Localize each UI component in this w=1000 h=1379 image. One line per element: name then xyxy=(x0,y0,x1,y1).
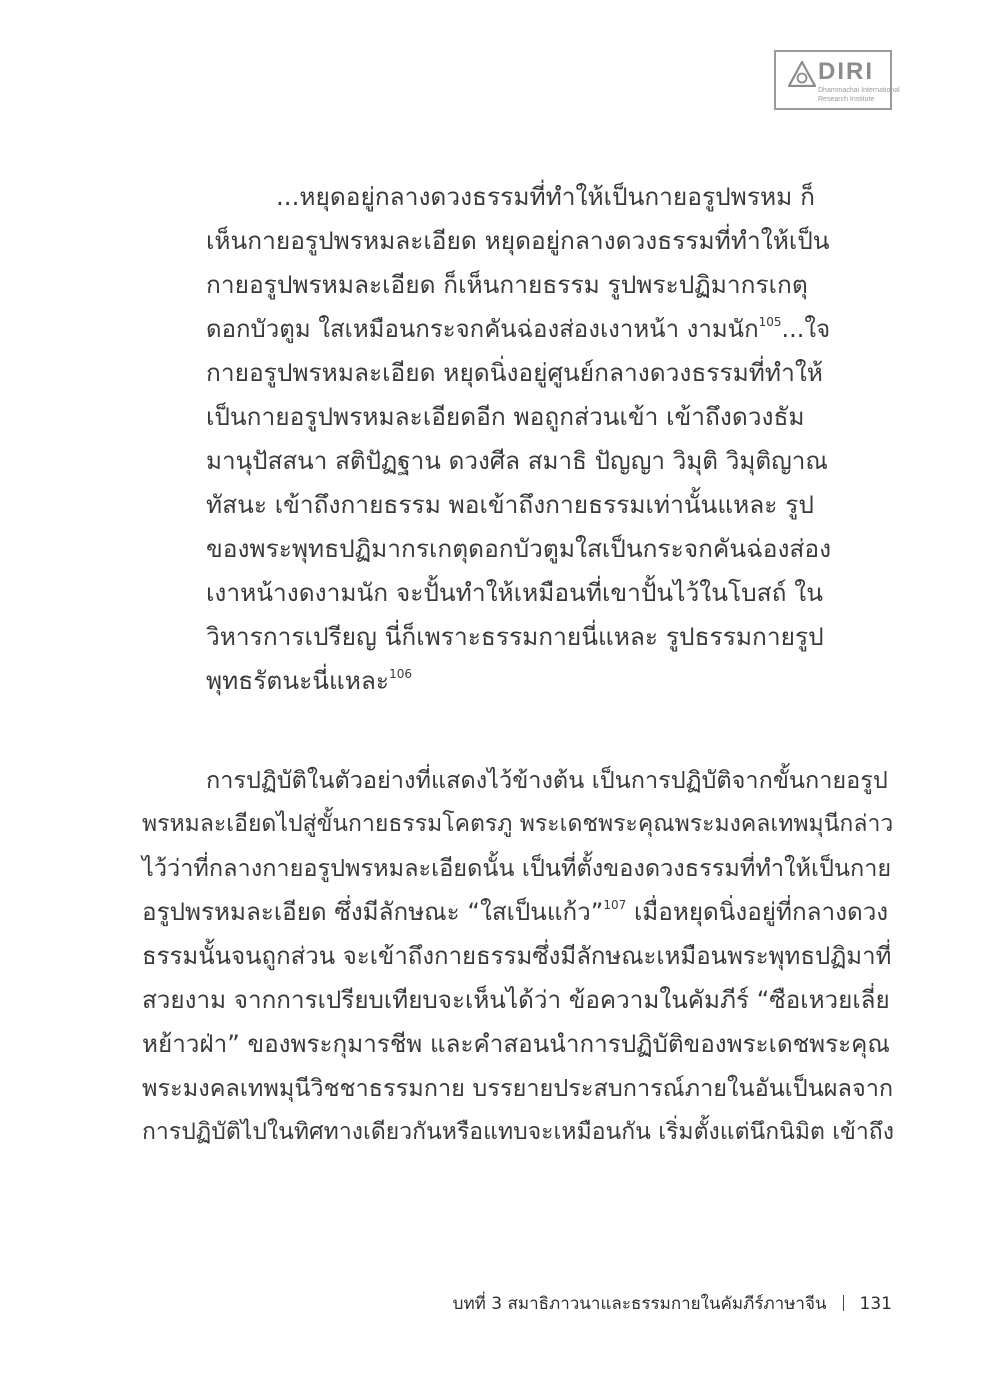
logo-subtitle-line-1: Dhammachai International xyxy=(818,87,900,94)
chapter-title: บทที่ 3 สมาธิภาวนาและธรรมกายในคัมภีร์ภาษาจีน xyxy=(452,1294,827,1314)
quote-line: พุทธรัตนะนี่แหละ$^{106}$ xyxy=(206,666,412,695)
quote-line: ดอกบัวตูม ใสเหมือนกระจกคันฉ่องส่องเงาหน้า งามนัก$^{105}$...ใจ xyxy=(206,315,831,343)
body-paragraph xyxy=(142,758,894,1154)
body-line: การปฏิบัติในตัวอย่างที่แสดงไว้ข้างต้น เป็นการปฏิบัติจากขั้นกายอรูป xyxy=(206,766,888,794)
quote-line: ของพระพุทธปฏิมากรเกตุดอกบัวตูมใสเป็นกระจกคันฉ่องส่อง xyxy=(206,534,832,563)
quote-line: ...หยุดอยู่กลางดวงธรรมที่ทำให้เป็นกายอรูปพรหม ก็ xyxy=(276,182,815,211)
page-number: 131 xyxy=(859,1294,892,1314)
logo-wordmark: DIRI xyxy=(818,58,874,85)
logo-subtitle-line-2: Research Institute xyxy=(818,96,875,103)
dhammachai-triangle-icon xyxy=(788,61,816,87)
body-line: การปฏิบัติไปในทิศทางเดียวกันหรือแทบจะเหมือนกัน เริ่มตั้งแต่นึกนิมิต เข้าถึง xyxy=(142,1119,894,1145)
quote-line: วิหารการเปรียญ นี่ก็เพราะธรรมกายนี่แหละ รูปธรรมกายรูป xyxy=(206,622,824,651)
quote-line: มานุปัสสนา สติปัฏฐาน ดวงศีล สมาธิ ปัญญา วิมุติ วิมุติญาณ xyxy=(206,446,828,475)
quote-line: เห็นกายอรูปพรหมละเอียด หยุดอยู่กลางดวงธรรมที่ทำให้เป็น xyxy=(206,226,830,255)
body-line: ไว้ว่าที่กลางกายอรูปพรหมละเอียดนั้น เป็นที่ตั้งของดวงธรรมที่ทำให้เป็นกาย xyxy=(142,854,892,882)
body-line: พรหมละเอียดไปสู่ขั้นกายธรรมโคตรภู พระเดชพระคุณพระมงคลเทพมุนีกล่าว xyxy=(142,811,894,837)
footnote-ref[interactable]: 106 xyxy=(389,667,412,681)
diri-logo xyxy=(774,50,900,110)
body-line: อรูปพรหมละเอียด ซึ่งมีลักษณะ “ใสเป็นแก้ว”$^{107}$ เมื่อหยุดนิ่งอยู่ที่กลางดวง xyxy=(142,897,889,926)
footnote-ref[interactable]: 107 xyxy=(603,898,627,912)
body-line: พระมงคลเทพมุนีวิชชาธรรมกาย บรรยายประสบการณ์ภายในอันเป็นผลจาก xyxy=(142,1074,894,1102)
quote-line: กายอรูปพรหมละเอียด ก็เห็นกายธรรม รูปพระปฏิมากรเกตุ xyxy=(206,270,808,299)
logo-subtitle xyxy=(818,86,900,104)
body-line: สวยงาม จากการเปรียบเทียบจะเห็นได้ว่า ข้อความในคัมภีร์ “ซือเหวยเลี่ย xyxy=(142,985,890,1014)
quote-line: เป็นกายอรูปพรหมละเอียดอีก พอถูกส่วนเข้า เข้าถึงดวงธัม xyxy=(206,402,805,431)
block-quote xyxy=(206,175,832,703)
page-footer xyxy=(453,1290,892,1317)
quote-line: กายอรูปพรหมละเอียด หยุดนิ่งอยู่ศูนย์กลางดวงธรรมที่ทำให้ xyxy=(206,358,823,387)
footnote-ref[interactable]: 105 xyxy=(758,315,782,329)
body-line: ธรรมนั้นจนถูกส่วน จะเข้าถึงกายธรรมซึ่งมีลักษณะเหมือนพระพุทธปฏิมาที่ xyxy=(142,942,892,970)
quote-line: เงาหน้างดงามนัก จะปั้นทำให้เหมือนที่เขาปั้นไว้ในโบสถ์ ใน xyxy=(206,578,823,607)
footer-separator xyxy=(843,1295,844,1311)
quote-line: ทัสนะ เข้าถึงกายธรรม พอเข้าถึงกายธรรมเท่านั้นแหละ รูป xyxy=(206,490,814,519)
body-line: หย้าวฝ่า” ของพระกุมารชีพ และคำสอนนำการปฏิบัติของพระเดชพระคุณ xyxy=(142,1029,890,1058)
